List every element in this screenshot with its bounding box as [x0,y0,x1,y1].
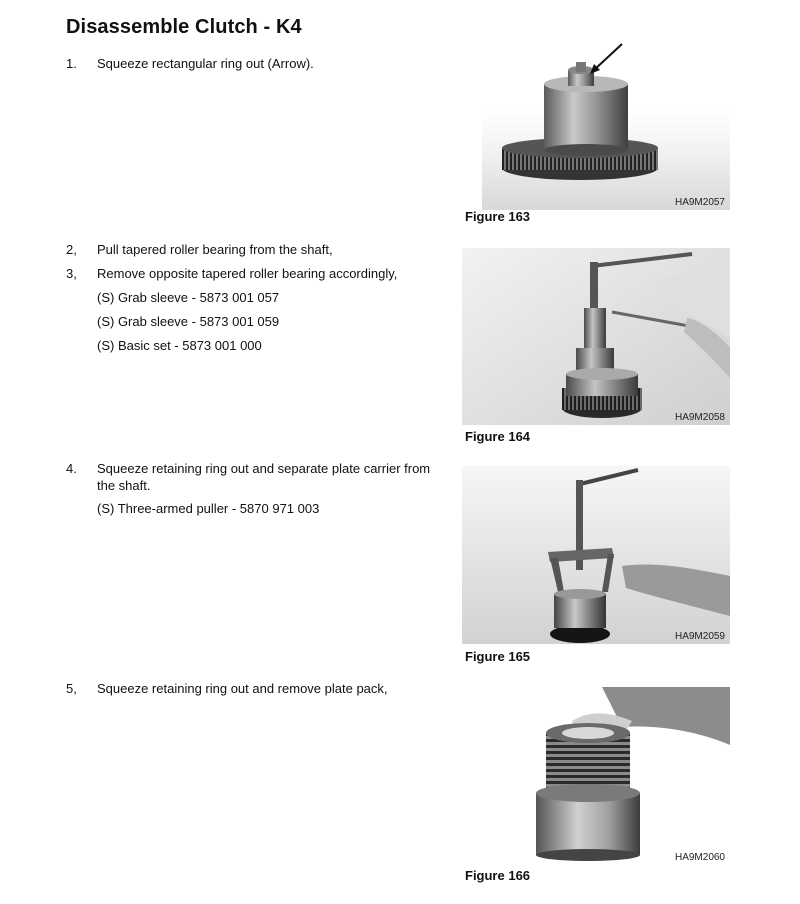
step-number: 5, [66,681,77,696]
figure-166-photo [462,685,730,865]
figure-163-caption: Figure 163 [465,209,531,224]
step-text: Squeeze rectangular ring out (Arrow). [97,56,314,71]
figure-166-code: HA9M2060 [674,852,725,863]
step-number: 4. [66,461,77,476]
step-text: Squeeze retaining ring out and remove plate pack, [97,681,388,696]
tool-grab-sleeve-1: (S) Grab sleeve - 5873 001 057 [97,290,280,305]
step-number: 3, [66,266,77,281]
figure-165-photo [462,466,730,644]
tool-three-armed-puller: (S) Three-armed puller - 5870 971 003 [97,501,320,516]
figure-165-caption: Figure 165 [465,649,531,664]
figure-164-code: HA9M2058 [674,412,725,423]
figure-165-code: HA9M2059 [674,631,725,642]
step-text: Pull tapered roller bearing from the shaft, [97,242,333,257]
figure-163-photo [462,40,730,210]
tool-basic-set: (S) Basic set - 5873 001 000 [97,338,262,353]
figure-164-caption: Figure 164 [465,429,531,444]
step-text: Squeeze retaining ring out and separate plate carrier from the shaft. [97,461,431,493]
figure-166-caption: Figure 166 [465,868,531,883]
page-title: Disassemble Clutch - K4 [66,16,302,38]
step-text: Remove opposite tapered roller bearing accordingly, [97,266,398,281]
figure-164-photo [462,248,730,425]
step-number: 2, [66,242,77,257]
step-number: 1. [66,56,77,71]
tool-grab-sleeve-2: (S) Grab sleeve - 5873 001 059 [97,314,280,329]
figure-163-code: HA9M2057 [674,197,725,208]
